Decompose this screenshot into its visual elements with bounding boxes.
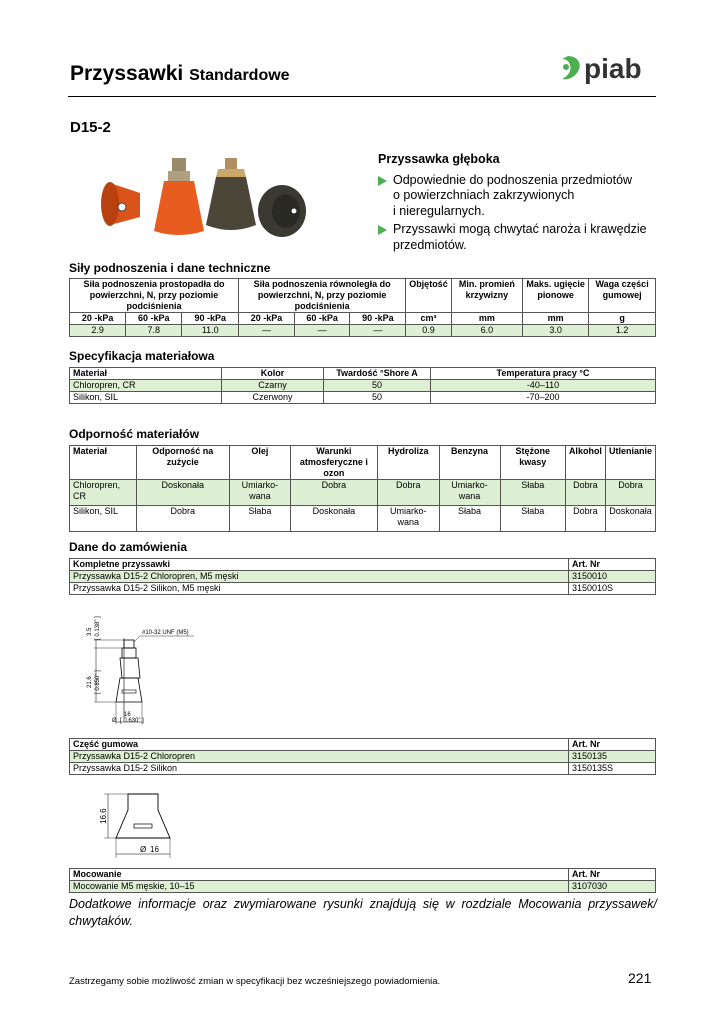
table-row: Przyssawka D15-2 Silikon 3150135S: [70, 763, 656, 775]
dim-d-inch: [ 0.630" ]: [120, 718, 144, 724]
bullet-2: Przyssawki mogą chwytać naroża i krawędzie przedmiotów.: [378, 222, 658, 253]
mounting-table: Mocowanie Art. Nr Mocowanie M5 męskie, 10–15 3107030: [69, 868, 656, 893]
table-row: Przyssawka D15-2 Chloropren 3150135: [70, 751, 656, 763]
units-row: 20 -kPa 60 -kPa 90 -kPa 20 -kPa 60 -kPa 90 -kPa cm³ mm mm g: [70, 313, 656, 325]
page-title: [70, 62, 290, 86]
title-main: Przyssawki: [70, 62, 184, 85]
material-spec-table: Materiał Kolor Twardość °Shore A Temperatura pracy °C Chloropren, CR Czarny 50 -40–110 Silikon, SIL Czerwony 50 -70–200: [69, 367, 656, 404]
footer-disclaimer: Zastrzegamy sobie możliwość zmian w specyfikacji bez wcześniejszego powiadomienia.: [69, 976, 441, 987]
table-row: Silikon, SIL Dobra Słaba Doskonała Umiarko-wana Słaba Słaba Dobra Doskonała: [70, 506, 656, 532]
section-forces-title: Siły podnoszenia i dane techniczne: [69, 261, 271, 275]
thread-label: #10-32 UNF (M5): [142, 630, 189, 636]
drawing-rubber-part: [96, 786, 206, 862]
complete-cups-table: Kompletne przyssawki Art. Nr Przyssawka D15-2 Chloropren, M5 męski 3150010 Przyssawka D15-2 Silikon, M5 męski 3150010S: [69, 558, 656, 595]
table-row: 2.9 7.8 11.0 — — — 0.9 6.0 3.0 1.2: [70, 325, 656, 337]
product-code: D15-2: [70, 119, 111, 136]
section-order-title: Dane do zamówienia: [69, 540, 188, 554]
header-divider: [68, 96, 656, 97]
section-material-title: Specyfikacja materiałowa: [69, 349, 215, 363]
table-row: Przyssawka D15-2 Chloropren, M5 męski 3150010: [70, 571, 656, 583]
dim-d: 16: [124, 712, 131, 718]
dim-height: 16.6: [99, 808, 108, 824]
table-row: Silikon, SIL Czerwony 50 -70–200: [70, 392, 656, 404]
bullet-arrow-icon: [378, 176, 387, 186]
diameter-icon: Ø: [140, 845, 147, 854]
section-resistance-title: Odporność materiałów: [69, 427, 200, 441]
bullet-1: Odpowiednie do podnoszenia przedmiotów o powierzchniach zakrzywionych i nieregularnych.: [378, 173, 658, 220]
additional-info-note: Dodatkowe informacje oraz zwymiarowane rysunki znajdują się w rozdziale Mocowania przyssawek/ chwytaków.: [69, 897, 657, 928]
forces-table: [69, 278, 656, 337]
product-description: [378, 152, 658, 253]
product-photo: [100, 155, 310, 245]
bullet-arrow-icon: [378, 225, 387, 235]
header-deflection: Maks. ugięcie pionowe: [523, 279, 589, 313]
table-row: Chloropren, CR Doskonała Umiarko-wana Dobra Dobra Umiarko-wana Słaba Dobra Dobra: [70, 480, 656, 506]
header-radius: Min. promień krzywizny: [451, 279, 522, 313]
dim-h2: 21.6: [87, 676, 93, 688]
drawing-complete-cup: [84, 612, 214, 730]
diameter-icon: Ø: [112, 718, 117, 724]
resistance-table: Materiał Odporność na zużycie Olej Warunki atmosferyczne i ozon Hydroliza Benzyna Stężone kwasy Alkohol Utlenianie Chloropren, CR Doskonała Umiarko-wana Dobra Dobra Umiarko-wana Słaba Dobra Dobra Silikon, SIL Dobra Słaba Doskonała Umiarko-wana Słaba Słaba Dobra Doskonała: [69, 445, 656, 532]
dim-h1-inch: [ 0.138" ]: [95, 616, 101, 640]
table-row: Mocowanie M5 męskie, 10–15 3107030: [70, 881, 656, 893]
page-number: 221: [628, 970, 652, 986]
header-parallel: Siła podnoszenia równoległa do powierzchni, N, przy poziomie podciśnienia: [239, 279, 406, 313]
piab-logo: [560, 52, 660, 88]
dim-diameter: 16: [150, 845, 159, 854]
rubber-part-table: Część gumowa Art. Nr Przyssawka D15-2 Chloropren 3150135 Przyssawka D15-2 Silikon 3150135S: [69, 738, 656, 775]
header-weight: Waga części gumowej: [589, 279, 656, 313]
dim-h2-inch: [ 0.850" ]: [95, 670, 101, 694]
dim-h1: 3.5: [87, 627, 93, 636]
title-sub: Standardowe: [189, 67, 290, 84]
logo-text: piab: [584, 53, 642, 84]
description-title: Przyssawka głęboka: [378, 152, 500, 166]
header-perpendicular: Siła podnoszenia prostopadła do powierzchni, N, przy poziomie podciśnienia: [70, 279, 239, 313]
table-row: Chloropren, CR Czarny 50 -40–110: [70, 380, 656, 392]
header-volume: Objętość: [406, 279, 452, 313]
table-row: Przyssawka D15-2 Silikon, M5 męski 3150010S: [70, 583, 656, 595]
